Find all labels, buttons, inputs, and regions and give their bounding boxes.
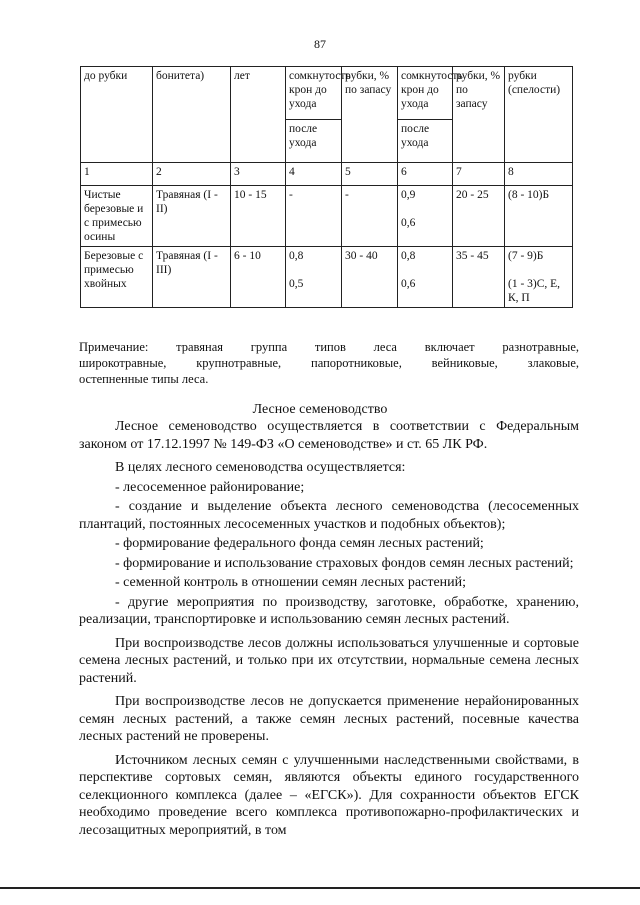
cell-value: 0,8 (401, 250, 416, 262)
column-number: 6 (398, 163, 453, 186)
header-sub-cell: после ухода (398, 120, 453, 163)
table-cell: 20 - 25 (453, 186, 505, 247)
table-cell: Березовые с примесью хвойных (81, 247, 153, 308)
header-cell: рубки, % по запасу (342, 67, 398, 163)
table-cell: Травяная (I - III) (153, 247, 231, 308)
list-item: - формирование и использование страховых фондов семян лесных растений; (115, 555, 574, 571)
column-number: 3 (231, 163, 286, 186)
table-cell: Чистые березовые и с примесью осины (81, 186, 153, 247)
header-cell: бонитета) (153, 67, 231, 163)
table-header-row (81, 67, 573, 120)
table-cell: - (342, 186, 398, 247)
paragraph: При воспроизводстве лесов не допускается применение нерайонированных семян лесных растений, а также семян лесных растений, посевные качества лесных растений не проверены. (79, 694, 579, 744)
cell-value: 0,5 (289, 278, 304, 290)
cell-value: (8 - 10)Б (508, 189, 550, 201)
table-cell: Травяная (I - II) (153, 186, 231, 247)
header-cell: сомкнутость крон до ухода (398, 67, 453, 120)
table-cell (505, 186, 573, 247)
table-row (81, 186, 573, 247)
cell-value: 0,6 (401, 217, 416, 229)
header-cell: рубки (спелости) (505, 67, 573, 163)
cell-value: (7 - 9)Б (508, 250, 544, 262)
column-number: 1 (81, 163, 153, 186)
header-cell: лет (231, 67, 286, 163)
table-cell (505, 247, 573, 308)
paragraph: Лесное семеноводство осуществляется в соответствии с Федеральным законом от 17.12.1997 № 149-ФЗ «О семеноводстве» и ст. 65 ЛК РФ. (79, 419, 579, 452)
table-cell (286, 247, 342, 308)
list-item: - семенной контроль в отношении семян лесных растений; (115, 575, 467, 590)
list-item: - лесосеменное районирование; (115, 479, 305, 495)
note-line: широкотравные, крупнотравные, папоротниковые, вейниковые, злаковые, (79, 356, 579, 370)
table-cell: 10 - 15 (231, 186, 286, 247)
column-number-row (81, 163, 573, 186)
cell-value: (1 - 3)С, Е, К, П (508, 278, 561, 304)
table-note (79, 339, 579, 387)
column-number: 8 (505, 163, 573, 186)
paragraph: Источником лесных семян с улучшенными наследственными свойствами, в перспективе сортовых семян, являются объекты единого государственного селекционного комплекса (далее – «ЕГСК»). Для сохранности объектов ЕГСК необходимо проведение всего комплекса противопожарно-профилактических и лесозащитных мероприятий, в том (79, 752, 579, 838)
footer-rule (0, 887, 640, 889)
table-cell: 35 - 45 (453, 247, 505, 308)
list-item: - формирование федерального фонда семян лесных растений; (115, 536, 484, 551)
body-text (79, 418, 579, 845)
paragraph: При воспроизводстве лесов должны использоваться улучшенные и сортовые семена лесных растений, и только при их отсутствии, нормальные семена лесных растений. (79, 635, 579, 686)
note-line: Примечание: травяная группа типов леса включает разнотравные, (79, 340, 579, 354)
note-line: остепненные типы леса. (79, 372, 209, 386)
table-cell (398, 247, 453, 308)
column-number: 5 (342, 163, 398, 186)
header-cell: до рубки (81, 67, 153, 163)
column-number: 2 (153, 163, 231, 186)
table-row (81, 247, 573, 308)
header-cell: сомкнутость крон до ухода (286, 67, 342, 120)
forest-care-table (80, 66, 573, 308)
cell-value: 0,9 (401, 189, 416, 201)
header-sub-cell: после ухода (286, 120, 342, 163)
cell-value: - (289, 189, 293, 201)
section-title: Лесное семеноводство (252, 402, 388, 417)
table-cell: 30 - 40 (342, 247, 398, 308)
page-number: 87 (314, 37, 326, 51)
list-item: - создание и выделение объекта лесного семеноводства (лесосеменных плантаций, постоянных лесосеменных участков и подобных объектов); (79, 499, 579, 532)
column-number: 7 (453, 163, 505, 186)
cell-value: 0,8 (289, 250, 304, 262)
table-cell (398, 186, 453, 247)
table-cell: 6 - 10 (231, 247, 286, 308)
list-item: - другие мероприятия по производству, заготовке, обработке, хранению, реализации, транспортировке и использованию семян лесных растений. (79, 594, 579, 627)
cell-value: 0,6 (401, 278, 416, 290)
paragraph: В целях лесного семеноводства осуществляется: (115, 460, 406, 475)
table-cell (286, 186, 342, 247)
header-cell: рубки, % по запасу (453, 67, 505, 163)
column-number: 4 (286, 163, 342, 186)
